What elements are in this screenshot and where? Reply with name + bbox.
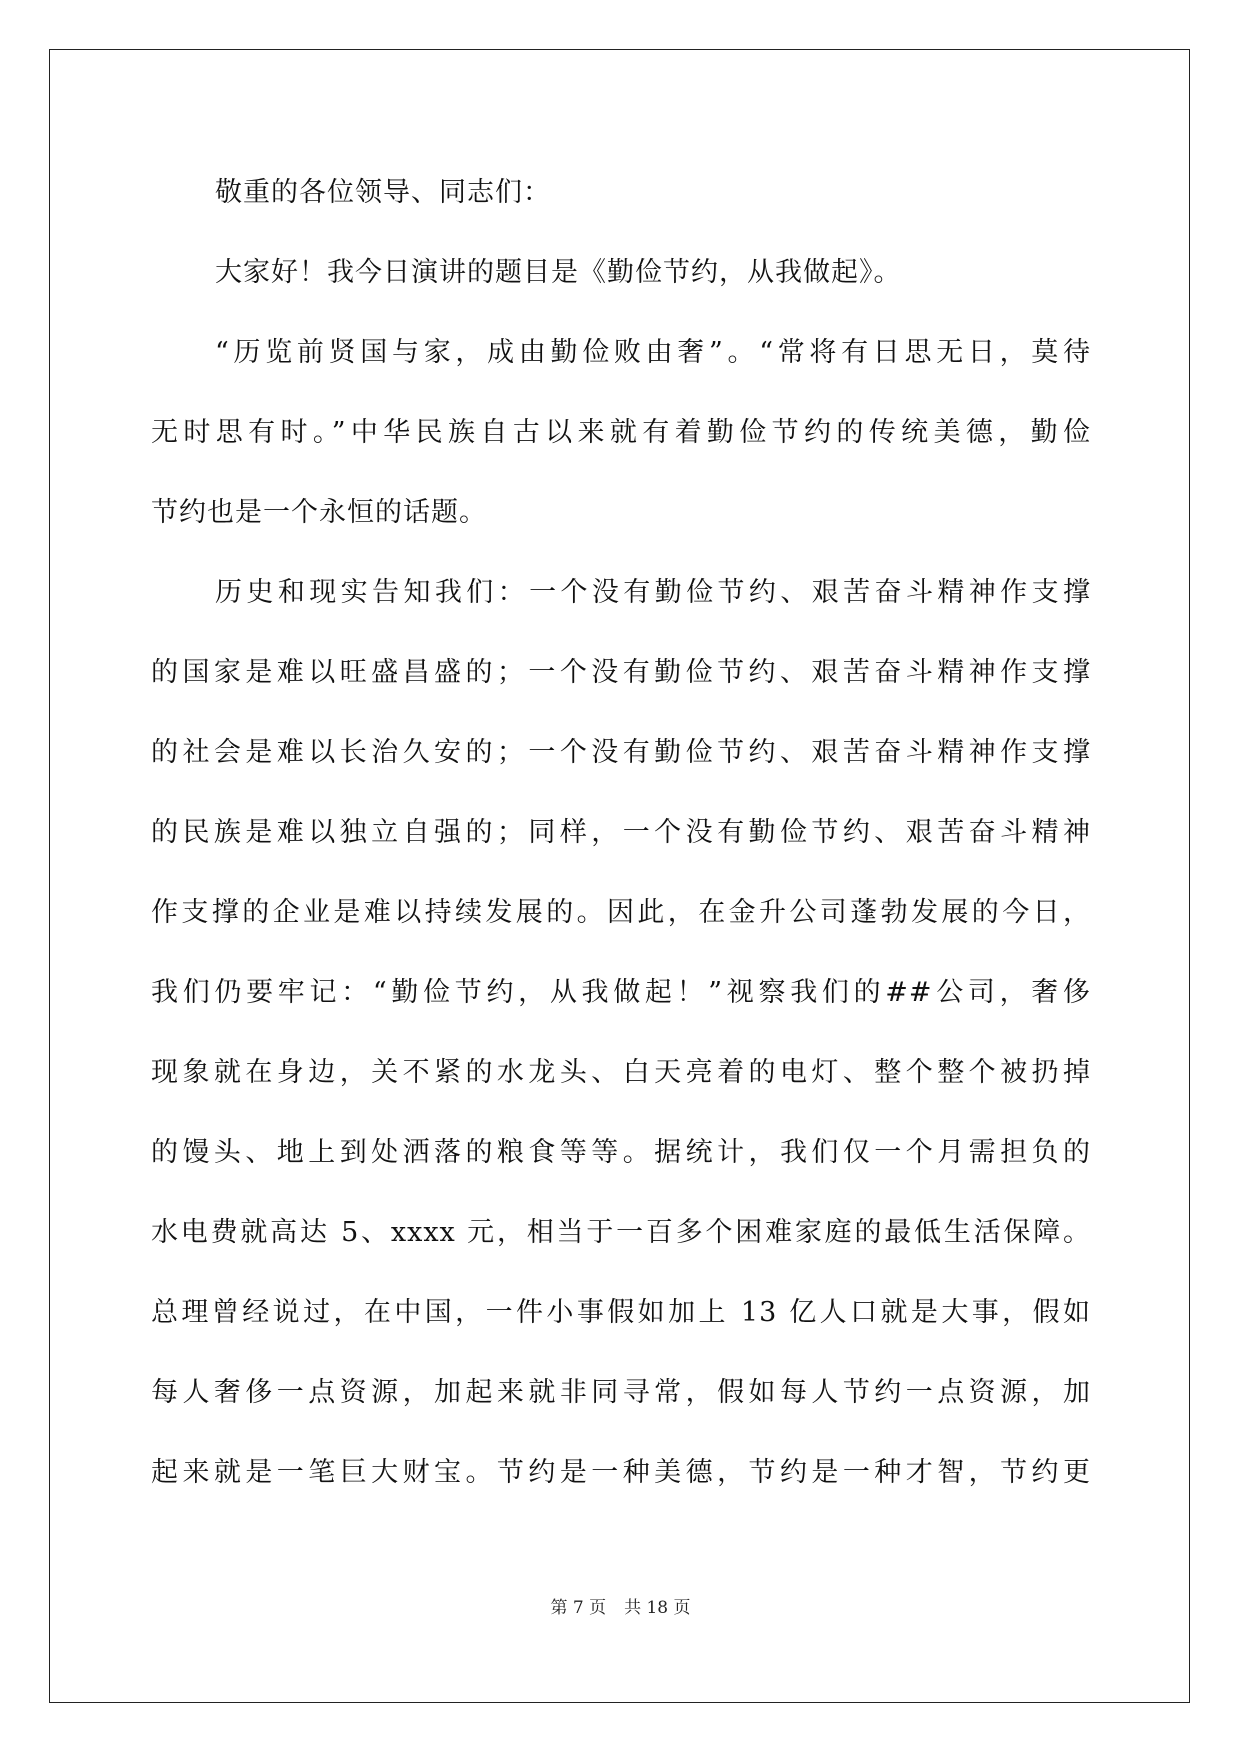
paragraph-line: 的馒头、地上到处洒落的粮食等等。据统计，我们仅一个月需担负的 [151, 1137, 1091, 1168]
paragraph-line: 我们仍要牢记：“勤俭节约，从我做起！”视察我们的##公司，奢侈 [151, 977, 1091, 1008]
paragraph-line: 的民族是难以独立自强的；同样，一个没有勤俭节约、艰苦奋斗精神 [151, 817, 1091, 848]
page-footer [0, 1596, 1241, 1620]
page-total: 共 18 页 [624, 1598, 691, 1618]
paragraph-line: 总理曾经说过，在中国，一件小事假如加上 13 亿人口就是大事，假如 [151, 1297, 1091, 1328]
paragraph-line: 的国家是难以旺盛昌盛的；一个没有勤俭节约、艰苦奋斗精神作支撑 [151, 657, 1091, 688]
paragraph-line: 大家好！我今日演讲的题目是《勤俭节约，从我做起》。 [215, 257, 902, 288]
paragraph-line: 每人奢侈一点资源，加起来就非同寻常，假如每人节约一点资源，加 [151, 1377, 1091, 1408]
paragraph-line: 节约也是一个永恒的话题。 [151, 497, 487, 528]
paragraph-line: “历览前贤国与家，成由勤俭败由奢”。“常将有日思无日，莫待 [215, 337, 1091, 368]
paragraph-line: 历史和现实告知我们：一个没有勤俭节约、艰苦奋斗精神作支撑 [215, 577, 1091, 608]
page-number: 第 7 页 [550, 1598, 607, 1618]
paragraph-line: 水电费就高达 5、xxxx 元，相当于一百多个困难家庭的最低生活保障。 [151, 1217, 1091, 1248]
paragraph-line: 无时思有时。”中华民族自古以来就有着勤俭节约的传统美德，勤俭 [151, 417, 1091, 448]
paragraph-line: 起来就是一笔巨大财宝。节约是一种美德，节约是一种才智，节约更 [151, 1457, 1091, 1488]
paragraph-line: 现象就在身边，关不紧的水龙头、白天亮着的电灯、整个整个被扔掉 [151, 1057, 1091, 1088]
salutation: 敬重的各位领导、同志们： [215, 177, 551, 208]
paragraph-line: 作支撑的企业是难以持续发展的。因此，在金升公司蓬勃发展的今日， [151, 897, 1091, 928]
paragraph-line: 的社会是难以长治久安的；一个没有勤俭节约、艰苦奋斗精神作支撑 [151, 737, 1091, 768]
